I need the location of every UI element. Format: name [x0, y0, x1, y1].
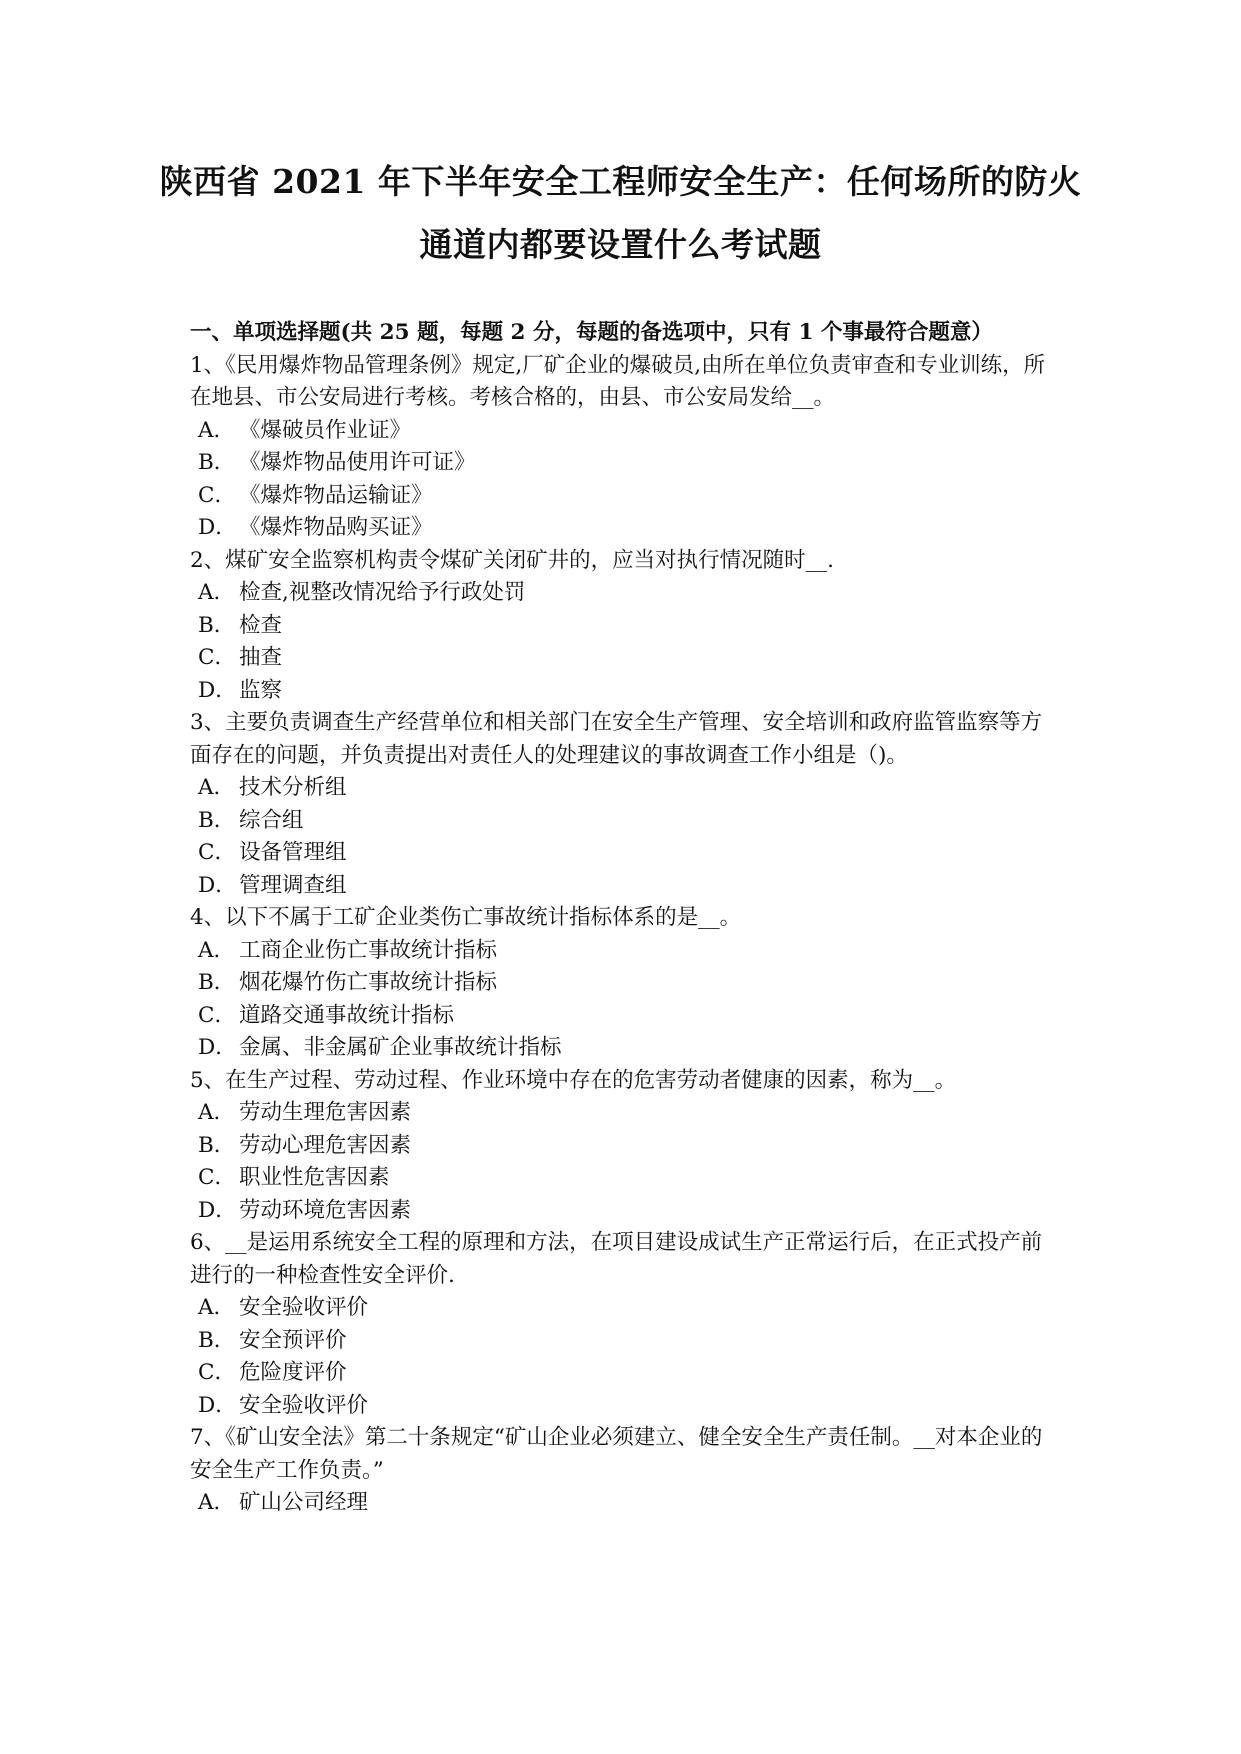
option-text: 职业性危害因素 [239, 1165, 390, 1190]
question-item [190, 707, 1060, 902]
option-letter: D． [198, 677, 237, 703]
answer-option [190, 415, 1060, 448]
question-list [190, 350, 1060, 1520]
option-text: 安全预评价 [239, 1327, 347, 1353]
option-text: 安全验收评价 [239, 1295, 369, 1320]
option-letter: B． [198, 1132, 236, 1158]
answer-option [190, 870, 1060, 903]
answer-option [190, 1000, 1060, 1033]
question-item [190, 545, 1060, 708]
option-text: 劳动环境危害因素 [239, 1197, 412, 1223]
option-letter: D． [198, 1035, 237, 1060]
answer-option [190, 837, 1060, 870]
option-text: 《爆炸物品使用许可证》 [239, 450, 476, 475]
option-text: 《爆破员作业证》 [239, 417, 412, 443]
question-stem: 2、煤矿安全监察机构责令煤矿关闭矿井的，应当对执行情况随时__. [190, 547, 835, 573]
option-text: 工商企业伤亡事故统计指标 [239, 937, 498, 963]
option-text: 综合组 [239, 807, 304, 833]
answer-option [190, 642, 1060, 675]
answer-option [190, 480, 1060, 513]
answer-option [190, 675, 1060, 708]
answer-option [190, 1130, 1060, 1163]
question-stem: 6、__是运用系统安全工程的原理和方法，在项目建设成试生产正常运行后，在正式投产前进行的一种检查性安全评价. [190, 1230, 1043, 1288]
option-text: 监察 [239, 677, 283, 703]
option-letter: C． [198, 645, 236, 670]
option-text: 道路交通事故统计指标 [239, 1002, 455, 1028]
option-letter: C． [198, 1360, 236, 1385]
answer-option [190, 1162, 1060, 1195]
answer-option [190, 1390, 1060, 1423]
answer-option [190, 1032, 1060, 1065]
option-text: 抽查 [239, 645, 283, 670]
option-letter: C． [198, 482, 236, 508]
question-stem: 5、在生产过程、劳动过程、作业环境中存在的危害劳动者健康的因素，称为__。 [190, 1067, 957, 1093]
option-text: 技术分析组 [239, 775, 347, 800]
option-letter: A． [198, 1100, 236, 1125]
answer-option [190, 1292, 1060, 1325]
option-letter: B． [198, 612, 236, 638]
option-letter: C． [198, 1165, 236, 1190]
answer-option [190, 512, 1060, 545]
answer-option [190, 967, 1060, 1000]
question-item [190, 1227, 1060, 1422]
option-letter: A． [198, 1295, 236, 1320]
option-text: 设备管理组 [239, 840, 347, 865]
option-letter: B． [198, 1327, 236, 1353]
document-title: 陕西省 2021 年下半年安全工程师安全生产：任何场所的防火通道内都要设置什么考试题 [159, 162, 1082, 264]
document-body [190, 317, 1060, 1520]
answer-option [190, 1195, 1060, 1228]
answer-option [190, 1487, 1060, 1520]
section-heading: 一、单项选择题(共 25 题，每题 2 分，每题的备选项中，只有 1 个事最符合题意） [190, 320, 993, 345]
option-text: 金属、非金属矿企业事故统计指标 [239, 1035, 562, 1060]
option-text: 危险度评价 [239, 1360, 347, 1385]
question-item [190, 350, 1060, 545]
question-item [190, 1065, 1060, 1228]
answer-option [190, 1325, 1060, 1358]
option-letter: B． [198, 450, 236, 475]
option-letter: D． [198, 1392, 237, 1418]
option-letter: D． [198, 1197, 237, 1223]
option-letter: A． [198, 1490, 236, 1515]
option-letter: A． [198, 775, 236, 800]
option-text: 检查 [239, 612, 283, 638]
option-letter: D． [198, 515, 237, 540]
question-item [190, 902, 1060, 1065]
question-stem: 7、《矿山安全法》第二十条规定“矿山企业必须建立、健全安全生产责任制。__对本企业的安全生产工作负责。” [190, 1425, 1043, 1483]
answer-option [190, 935, 1060, 968]
option-letter: A． [198, 417, 236, 443]
option-letter: B． [198, 807, 236, 833]
question-item [190, 1422, 1060, 1520]
answer-option [190, 1097, 1060, 1130]
option-text: 检查,视整改情况给予行政处罚 [239, 580, 526, 605]
option-letter: C． [198, 1002, 236, 1028]
answer-option [190, 577, 1060, 610]
option-letter: A． [198, 937, 236, 963]
answer-option [190, 1357, 1060, 1390]
option-text: 劳动心理危害因素 [239, 1132, 412, 1158]
option-text: 《爆炸物品购买证》 [239, 515, 433, 540]
option-letter: A． [198, 580, 236, 605]
option-text: 安全验收评价 [239, 1392, 369, 1418]
option-text: 管理调查组 [239, 872, 347, 898]
answer-option [190, 805, 1060, 838]
answer-option [190, 772, 1060, 805]
option-text: 烟花爆竹伤亡事故统计指标 [239, 970, 498, 995]
question-stem: 1、《民用爆炸物品管理条例》规定,厂矿企业的爆破员,由所在单位负责审查和专业训练，所在地县、市公安局进行考核。考核合格的，由县、市公安局发给__。 [190, 352, 1046, 410]
option-letter: B． [198, 970, 236, 995]
question-stem: 3、主要负责调查生产经营单位和相关部门在安全生产管理、安全培训和政府监管监察等方面存在的问题，并负责提出对责任人的处理建议的事故调查工作小组是（)。 [190, 710, 1043, 768]
option-letter: C． [198, 840, 236, 865]
option-text: 劳动生理危害因素 [239, 1100, 412, 1125]
answer-option [190, 610, 1060, 643]
question-stem: 4、以下不属于工矿企业类伤亡事故统计指标体系的是__。 [190, 905, 742, 930]
option-text: 《爆炸物品运输证》 [239, 482, 433, 508]
answer-option [190, 447, 1060, 480]
option-letter: D． [198, 872, 237, 898]
option-text: 矿山公司经理 [239, 1490, 369, 1515]
